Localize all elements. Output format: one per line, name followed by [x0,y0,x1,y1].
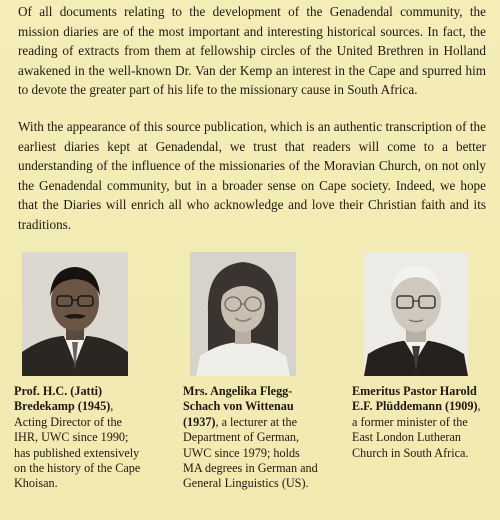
contributor-bio-2 [183,384,319,492]
contributor-description: , a lecturer at the Department of German, UWC since 1979; holds MA degrees in German and General Linguistics (US). [183,414,318,491]
contributor-name: Mrs. Angelika Flegg-Schach von Wittenau (1937) [183,384,294,429]
portrait-pluddemann [364,252,468,376]
portrait-bredekamp [22,252,128,376]
contributor-name: Prof. H.C. (Jatti) Bredekamp (1945) [14,384,111,414]
contributor-bio-3 [352,384,486,461]
contributor-name: Emeritus Pastor Harold E.F. Plüddemann (1909) [352,384,478,414]
contributor-bio-1 [14,384,142,492]
portrait-flegg-schach [190,252,296,376]
intro-paragraph-1: Of all documents relating to the development of the Genadendal community, the mission diaries are of the most important and interesting historical sources. In fact, the reading of extracts from them at fellowship circles of the United Brethren in Holland awakened in the well-known Dr. Van der Kemp an interest in the Cape and spurred him to devote the greater part of his life to the missionary cause in South Africa. [18,4,486,98]
contributor-description: , a former minister of the East London Lutheran Church in South Africa. [352,399,481,460]
contributor-description: , Acting Director of the IHR, UWC since 1990; has published extensively on the history of the Cape Khoisan. [14,399,141,491]
intro-paragraph-2: With the appearance of this source publication, which is an authentic transcription of the earliest diaries kept at Genadendal, we trust that readers will come to a better understanding of the influence of the missionaries of the Moravian Church, on not only the Genadendal community, but in a broader sense on Cape society. Indeed, we hope that the Diaries will enrich all who acknowledge and love their Christian faith and its traditions. [18,119,486,232]
